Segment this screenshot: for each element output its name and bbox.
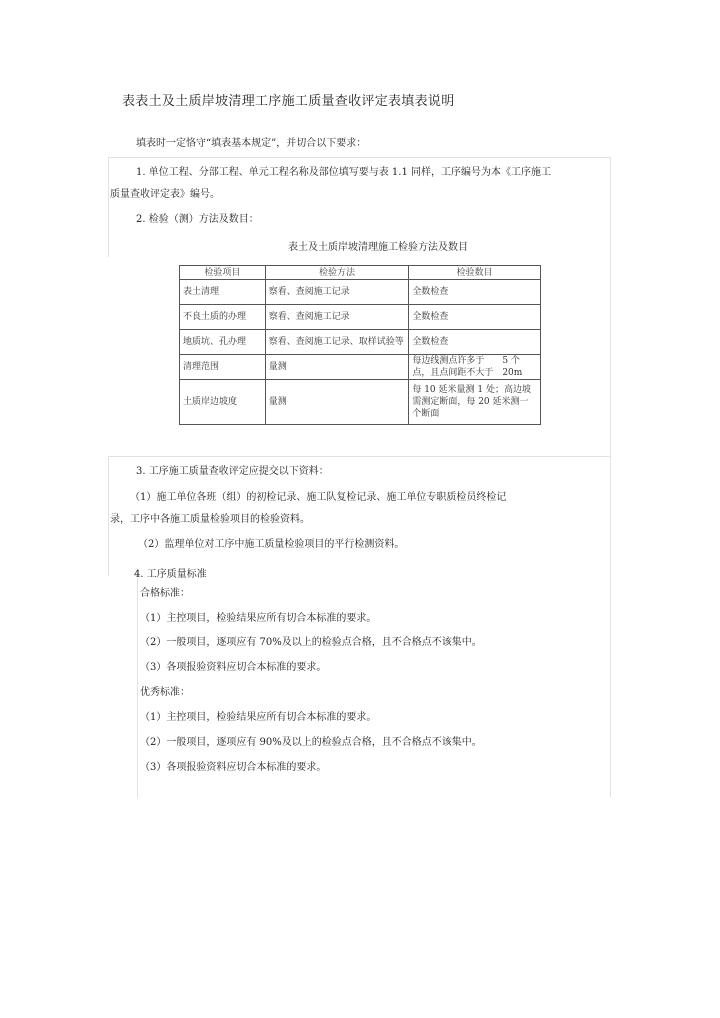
item2-text: 2. 检验（测）方法及数目： — [136, 214, 259, 225]
item3-2-text: （2）监理单位对工序中施工质量检验项目的平行检测资料。 — [138, 539, 405, 550]
excellent-standard-2: （2）一般项目，逐项应有 90%及以上的检验点合格，且不合格点不该集中。 — [140, 737, 482, 748]
excellent-standard-label: 优秀标准： — [140, 687, 190, 698]
item1-line2: 质量查收评定表》编号。 — [110, 189, 220, 200]
cell-method: 察看、查阅施工记录、取样试验等 — [265, 330, 409, 355]
intro-text: 填表时一定恪守“填表基本规定”，并切合以下要求： — [136, 138, 367, 149]
header-inspection-count: 检验数目 — [409, 266, 541, 280]
frame-left-lower-line — [108, 456, 109, 576]
cell-count: 每边线测点许多于 5 个点，且点间距不大于 20m — [409, 355, 541, 380]
cell-item: 表土清理 — [180, 280, 266, 305]
pass-standard-3: （3）各项报验资料应切合本标准的要求。 — [140, 662, 327, 673]
cell-item: 地质坑、孔办理 — [180, 330, 266, 355]
cell-count: 全数检查 — [409, 305, 541, 330]
item3-1-line1: （1）施工单位各班（组）的初检记录、施工队复检记录、施工单位专职质检员终检记 — [130, 492, 507, 503]
page-title: 表表土及土质岸坡清理工序施工质量查收评定表填表说明 — [122, 94, 455, 109]
table-caption: 表土及土质岸坡清理施工检验方法及数目 — [288, 242, 468, 253]
table-row — [180, 280, 541, 305]
pass-standard-1: （1）主控项目，检验结果应所有切合本标准的要求。 — [140, 613, 377, 624]
inspection-table — [179, 265, 541, 425]
cell-item: 不良土质的办理 — [180, 305, 266, 330]
cell-count: 全数检查 — [409, 280, 541, 305]
table-row — [180, 330, 541, 355]
frame-right-line — [610, 157, 611, 797]
frame-left-bottom-line — [137, 578, 138, 798]
header-inspection-item: 检验项目 — [180, 266, 266, 280]
table-row — [180, 380, 541, 425]
item3-1-line2: 录，工序中各施工质量检验项目的检验资料。 — [110, 514, 310, 525]
table-row — [180, 355, 541, 380]
pass-standard-2: （2）一般项目，逐项应有 70%及以上的检验点合格，且不合格点不该集中。 — [140, 637, 482, 648]
frame-mid-line — [108, 456, 611, 457]
frame-top-line — [108, 157, 611, 158]
item3-text: 3. 工序施工质量查收评定应提交以下资料： — [136, 466, 329, 477]
cell-method: 量测 — [265, 355, 409, 380]
cell-item: 土质岸边坡度 — [180, 380, 266, 425]
cell-method: 察看、查阅施工记录 — [265, 280, 409, 305]
table-row — [180, 305, 541, 330]
cell-count: 全数检查 — [409, 330, 541, 355]
excellent-standard-3: （3）各项报验资料应切合本标准的要求。 — [140, 762, 327, 773]
cell-item: 清理范围 — [180, 355, 266, 380]
item1-line1: 1. 单位工程、分部工程、单元工程名称及部位填写要与表 1.1 同样，工序编号为本《工序施工 — [136, 167, 551, 178]
cell-method: 察看、查阅施工记录 — [265, 305, 409, 330]
header-inspection-method: 检验方法 — [265, 266, 409, 280]
cell-method: 量测 — [265, 380, 409, 425]
cell-count: 每 10 延米量测 1 处；高边坡需测定断面，每 20 延米测一个断面 — [409, 380, 541, 425]
item4-text: 4. 工序质量标准 — [134, 569, 207, 580]
excellent-standard-1: （1）主控项目，检验结果应所有切合本标准的要求。 — [140, 712, 377, 723]
pass-standard-label: 合格标准： — [140, 588, 190, 599]
